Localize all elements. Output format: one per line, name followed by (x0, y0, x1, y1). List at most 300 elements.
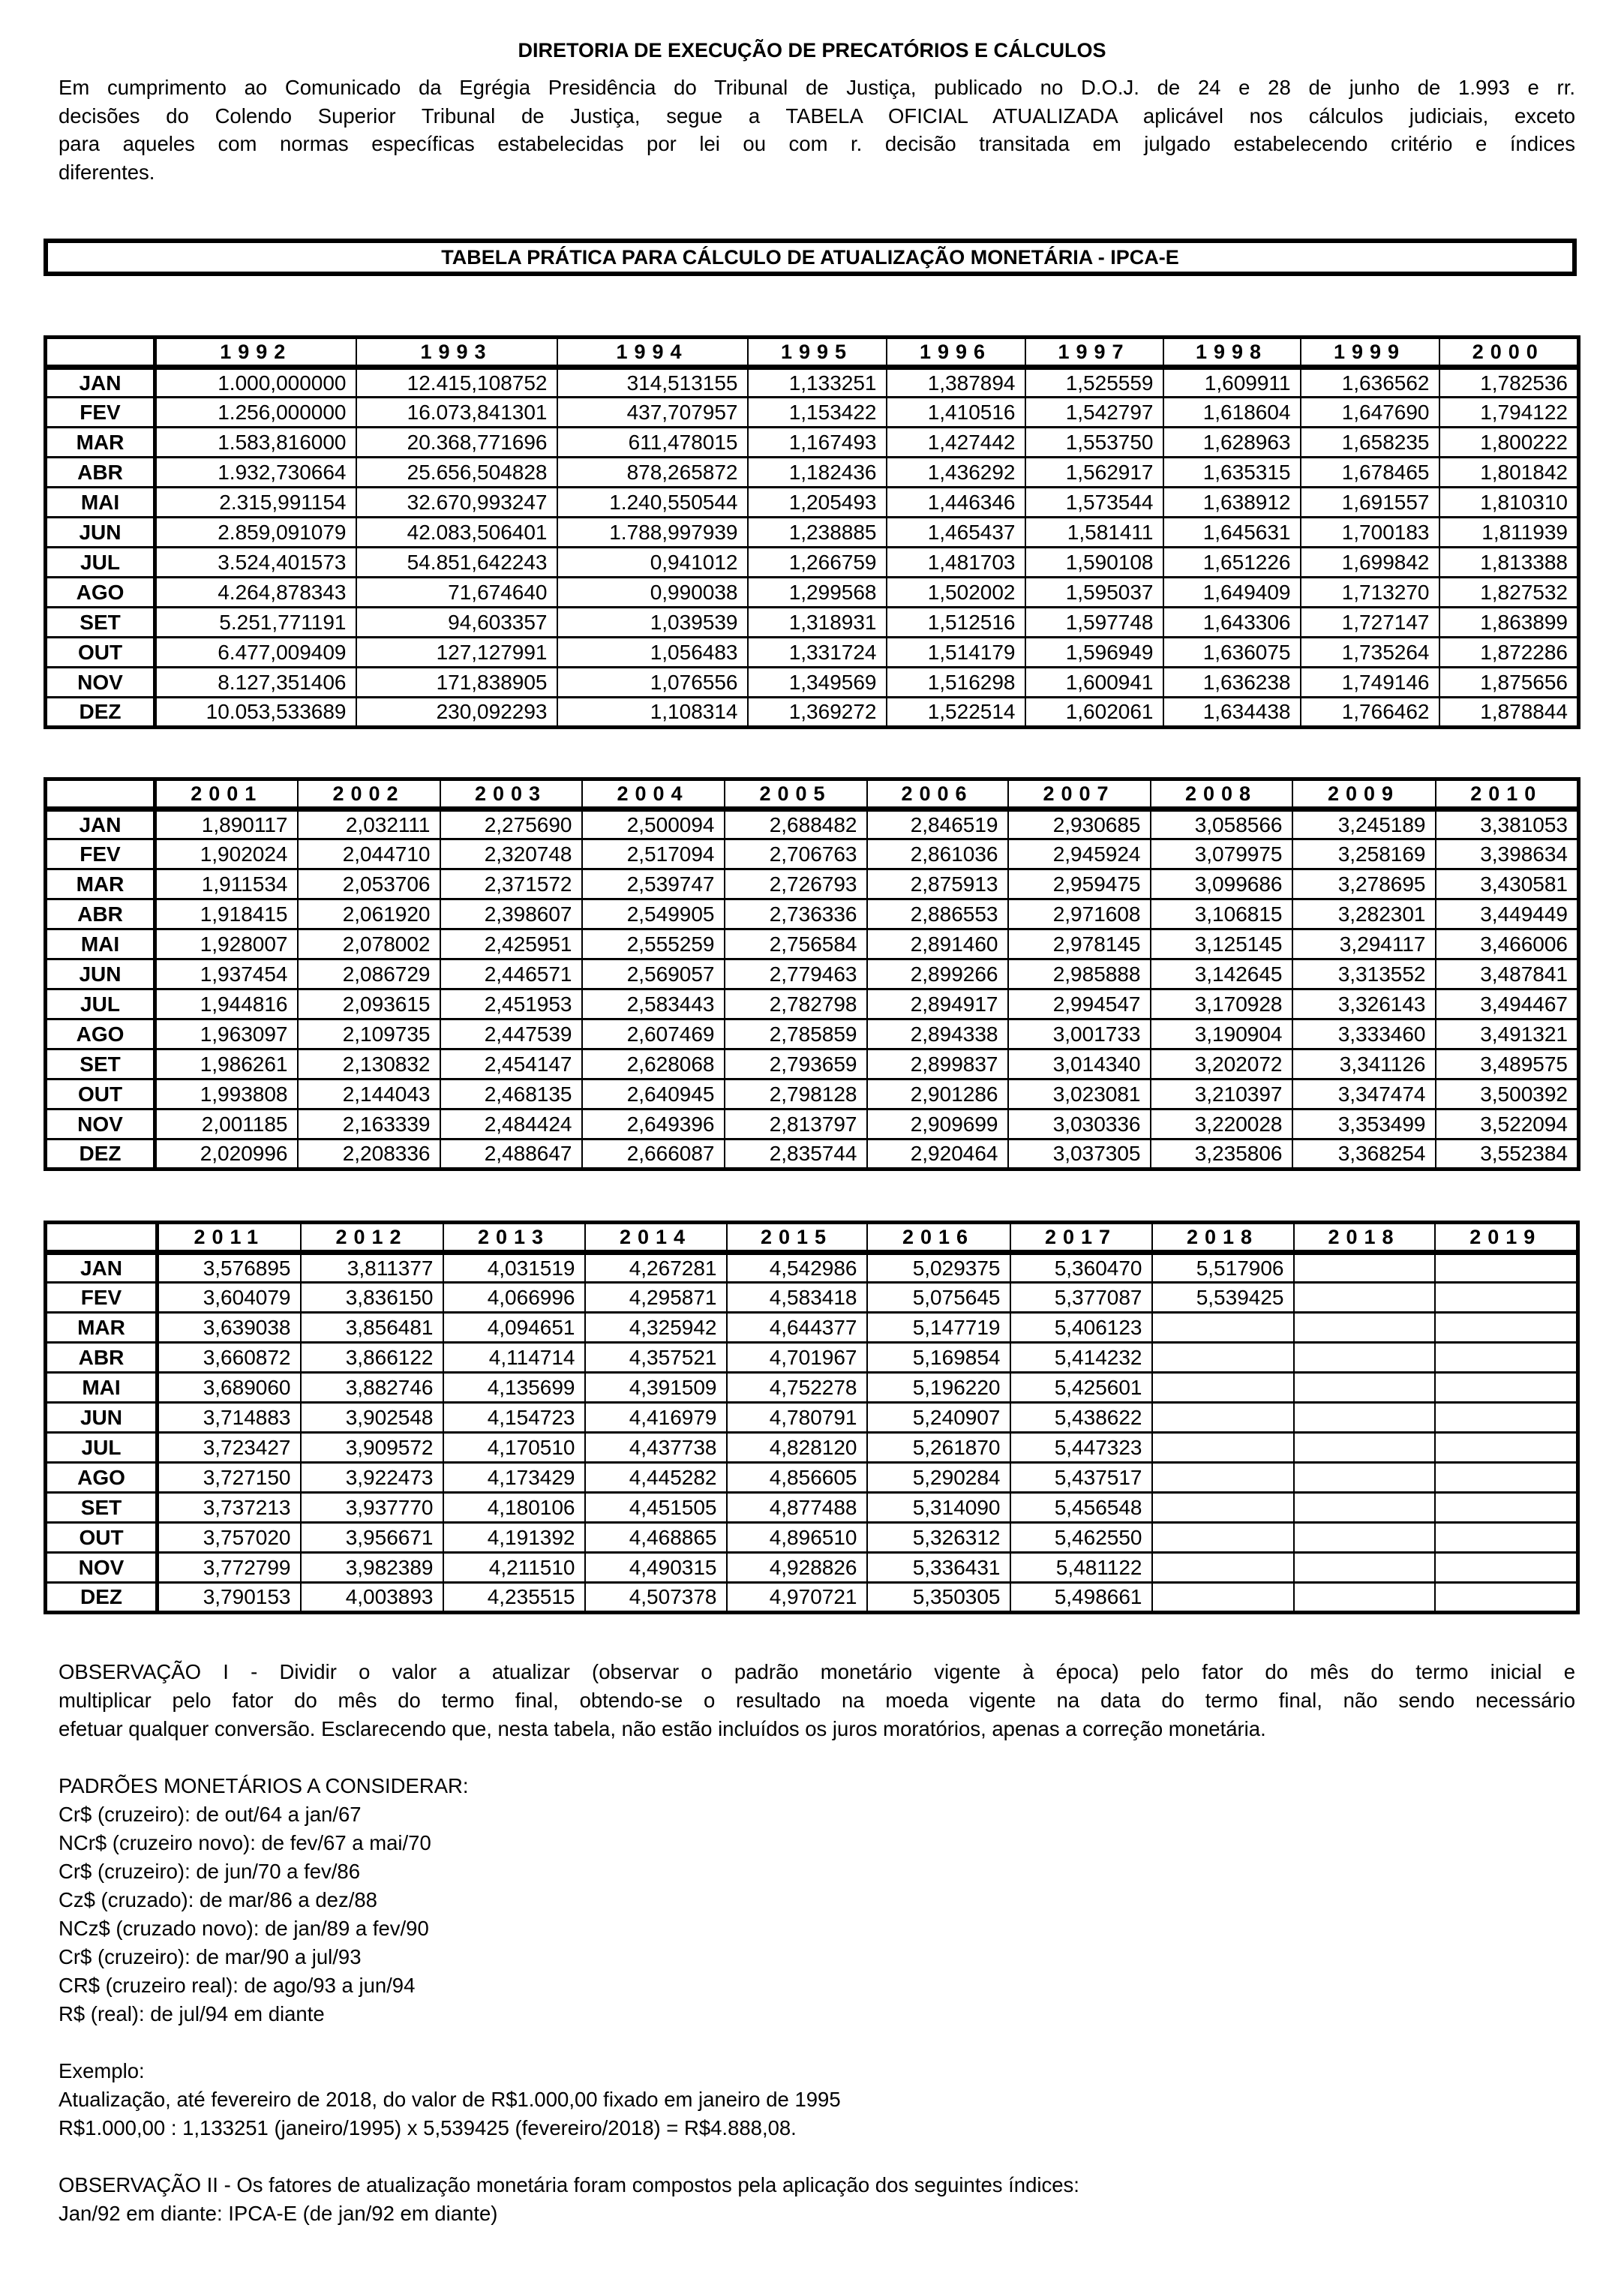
table-row (46, 548, 1579, 578)
year-header: 1993 (356, 338, 557, 368)
factor-cell: 4.264,878343 (155, 578, 356, 608)
factor-cell: 2,086729 (298, 959, 440, 989)
factor-cell: 5,290284 (867, 1463, 1010, 1493)
notes-section (59, 1658, 1575, 2228)
factor-cell: 3,326143 (1292, 989, 1436, 1019)
factor-cell: 4,094651 (443, 1313, 585, 1343)
factor-cell (1435, 1493, 1578, 1523)
factor-cell: 16.073,841301 (356, 398, 557, 428)
factor-cell: 3,737213 (158, 1493, 301, 1523)
factor-cell: 1,727147 (1301, 608, 1439, 638)
month-label: JUL (46, 548, 155, 578)
factor-cell (1435, 1373, 1578, 1403)
factor-cell: 2,813797 (725, 1109, 867, 1140)
factor-cell: 2,446571 (440, 959, 582, 989)
factor-cell: 1,944816 (155, 989, 298, 1019)
factor-cell: 3,341126 (1292, 1049, 1436, 1079)
factor-cell: 2,985888 (1008, 959, 1151, 989)
factor-cell: 4,135699 (443, 1373, 585, 1403)
factor-cell: 1,636238 (1163, 668, 1301, 698)
factor-cell: 1,963097 (155, 1019, 298, 1049)
factor-cell: 3,491321 (1436, 1019, 1579, 1049)
padrao-item: NCr$ (cruzeiro novo): de fev/67 a mai/70 (59, 1831, 431, 1854)
factor-cell: 5.251,771191 (155, 608, 356, 638)
factor-cell: 2,488647 (440, 1140, 582, 1170)
table-row (46, 869, 1579, 899)
year-header: 2017 (1010, 1223, 1152, 1253)
ipca-table-1992-2000 (44, 335, 1580, 729)
factor-cell: 1,902024 (155, 839, 298, 869)
factor-cell: 1,153422 (748, 398, 887, 428)
factor-cell: 1.240,550544 (557, 488, 748, 518)
factor-cell: 3,466006 (1436, 929, 1579, 959)
table-row (46, 989, 1579, 1019)
table-row (46, 1079, 1579, 1109)
year-header: 2018 (1294, 1223, 1435, 1253)
table-row (46, 1373, 1578, 1403)
factor-cell: 1,590108 (1025, 548, 1163, 578)
factor-cell: 5,425601 (1010, 1373, 1152, 1403)
factor-cell (1294, 1313, 1435, 1343)
factor-cell (1294, 1493, 1435, 1523)
factor-cell: 3,430581 (1436, 869, 1579, 899)
factor-cell: 1,446346 (887, 488, 1025, 518)
factor-cell: 2,785859 (725, 1019, 867, 1049)
factor-cell: 2,901286 (867, 1079, 1008, 1109)
factor-cell: 1,595037 (1025, 578, 1163, 608)
factor-cell: 3,902548 (301, 1403, 443, 1433)
month-label: SET (46, 608, 155, 638)
factor-cell: 2,078002 (298, 929, 440, 959)
factor-cell: 4,780791 (727, 1403, 867, 1433)
factor-cell: 2,793659 (725, 1049, 867, 1079)
corner-cell (46, 1223, 158, 1253)
month-label: SET (46, 1049, 155, 1079)
factor-cell: 42.083,506401 (356, 518, 557, 548)
factor-cell: 2,920464 (867, 1140, 1008, 1170)
factor-cell: 5,075645 (867, 1283, 1010, 1313)
factor-cell: 1,647690 (1301, 398, 1439, 428)
factor-cell: 3,494467 (1436, 989, 1579, 1019)
table-row (46, 1109, 1579, 1140)
factor-cell: 1,581411 (1025, 518, 1163, 548)
factor-cell (1435, 1583, 1578, 1613)
table-row (46, 458, 1579, 488)
factor-cell (1152, 1403, 1294, 1433)
year-header: 2004 (582, 779, 725, 809)
month-label: JUL (46, 989, 155, 1019)
factor-cell: 2,835744 (725, 1140, 867, 1170)
factor-cell: 1,562917 (1025, 458, 1163, 488)
factor-cell: 3,811377 (301, 1253, 443, 1283)
factor-cell: 2,583443 (582, 989, 725, 1019)
factor-cell: 2,640945 (582, 1079, 725, 1109)
factor-cell: 1,628963 (1163, 428, 1301, 458)
factor-cell: 4,856605 (727, 1463, 867, 1493)
table-row (46, 809, 1579, 839)
factor-cell: 2,044710 (298, 839, 440, 869)
factor-cell: 5,196220 (867, 1373, 1010, 1403)
factor-cell: 3,790153 (158, 1583, 301, 1613)
factor-cell: 2,275690 (440, 809, 582, 839)
factor-cell (1435, 1253, 1578, 1283)
factor-cell: 4,170510 (443, 1433, 585, 1463)
year-header: 2007 (1008, 779, 1151, 809)
factor-cell: 4,235515 (443, 1583, 585, 1613)
table-row (46, 428, 1579, 458)
factor-cell: 2,371572 (440, 869, 582, 899)
month-label: JUN (46, 959, 155, 989)
factor-cell (1435, 1313, 1578, 1343)
factor-cell: 2,163339 (298, 1109, 440, 1140)
factor-cell: 1,056483 (557, 638, 748, 668)
factor-cell: 2,945924 (1008, 839, 1151, 869)
factor-cell: 3,278695 (1292, 869, 1436, 899)
factor-cell: 2,978145 (1008, 929, 1151, 959)
year-header: 2014 (585, 1223, 727, 1253)
year-header: 2015 (727, 1223, 867, 1253)
factor-cell: 3,294117 (1292, 929, 1436, 959)
factor-cell: 4,877488 (727, 1493, 867, 1523)
year-header: 2012 (301, 1223, 443, 1253)
factor-cell: 2,093615 (298, 989, 440, 1019)
month-label: NOV (46, 1109, 155, 1140)
factor-cell: 2,899837 (867, 1049, 1008, 1079)
factor-cell: 4,468865 (585, 1523, 727, 1553)
table-row (46, 578, 1579, 608)
factor-cell: 1,618604 (1163, 398, 1301, 428)
factor-cell: 1,602061 (1025, 698, 1163, 728)
factor-cell: 1,635315 (1163, 458, 1301, 488)
factor-cell: 4,701967 (727, 1343, 867, 1373)
factor-cell: 314,513155 (557, 368, 748, 398)
table-row (46, 1433, 1578, 1463)
table-title-box (44, 239, 1577, 276)
factor-cell: 1,600941 (1025, 668, 1163, 698)
month-label: DEZ (46, 1140, 155, 1170)
factor-cell: 3,757020 (158, 1523, 301, 1553)
factor-cell (1294, 1343, 1435, 1373)
factor-cell (1152, 1433, 1294, 1463)
factor-cell: 1,516298 (887, 668, 1025, 698)
factor-cell (1294, 1523, 1435, 1553)
factor-cell: 3,353499 (1292, 1109, 1436, 1140)
factor-cell: 3,909572 (301, 1433, 443, 1463)
year-header: 2013 (443, 1223, 585, 1253)
factor-cell: 2.315,991154 (155, 488, 356, 518)
factor-cell: 4,191392 (443, 1523, 585, 1553)
factor-cell: 2,688482 (725, 809, 867, 839)
factor-cell: 4,828120 (727, 1433, 867, 1463)
factor-cell: 3,106815 (1151, 899, 1292, 929)
factor-cell: 3,982389 (301, 1553, 443, 1583)
factor-cell: 3,689060 (158, 1373, 301, 1403)
factor-cell: 3,398634 (1436, 839, 1579, 869)
obs1-line: multiplicar pelo fator do mês do termo final, obtendo-se o resultado na moeda vigente na data do termo final, não sendo necessário (59, 1689, 1575, 1712)
table-row (46, 1283, 1578, 1313)
factor-cell: 1,331724 (748, 638, 887, 668)
factor-cell: 4,391509 (585, 1373, 727, 1403)
factor-cell: 3,522094 (1436, 1109, 1579, 1140)
obs1-line: efetuar qualquer conversão. Esclarecendo que, nesta tabela, não estão incluídos os juros moratórios, apenas a correção monetária. (59, 1717, 1266, 1740)
month-label: NOV (46, 1553, 158, 1583)
factor-cell: 2,144043 (298, 1079, 440, 1109)
factor-cell (1435, 1283, 1578, 1313)
factor-cell: 2,484424 (440, 1109, 582, 1140)
month-label: DEZ (46, 698, 155, 728)
month-label: FEV (46, 1283, 158, 1313)
factor-cell: 2,468135 (440, 1079, 582, 1109)
factor-cell: 54.851,642243 (356, 548, 557, 578)
factor-cell: 127,127991 (356, 638, 557, 668)
factor-cell (1435, 1343, 1578, 1373)
factor-cell (1294, 1283, 1435, 1313)
factor-cell: 3,190904 (1151, 1019, 1292, 1049)
factor-cell: 1,649409 (1163, 578, 1301, 608)
factor-cell: 1,525559 (1025, 368, 1163, 398)
factor-cell: 1,609911 (1163, 368, 1301, 398)
month-label: DEZ (46, 1583, 158, 1613)
factor-cell: 1,387894 (887, 368, 1025, 398)
factor-cell: 2,208336 (298, 1140, 440, 1170)
month-label: ABR (46, 899, 155, 929)
factor-cell: 1,801842 (1439, 458, 1579, 488)
factor-cell: 1,542797 (1025, 398, 1163, 428)
table-row (46, 1463, 1578, 1493)
factor-cell: 4,180106 (443, 1493, 585, 1523)
factor-cell: 2,500094 (582, 809, 725, 839)
page-heading: DIRETORIA DE EXECUÇÃO DE PRECATÓRIOS E CÁLCULOS (518, 39, 1106, 62)
factor-cell: 3,856481 (301, 1313, 443, 1343)
year-header: 2019 (1435, 1223, 1578, 1253)
year-header: 2002 (298, 779, 440, 809)
factor-cell: 1,993808 (155, 1079, 298, 1109)
factor-cell: 3,723427 (158, 1433, 301, 1463)
factor-cell: 2,517094 (582, 839, 725, 869)
year-header: 2000 (1439, 338, 1579, 368)
year-header: 1997 (1025, 338, 1163, 368)
factor-cell: 1,794122 (1439, 398, 1579, 428)
factor-cell: 3,347474 (1292, 1079, 1436, 1109)
factor-cell: 3,014340 (1008, 1049, 1151, 1079)
padrao-item: Cr$ (cruzeiro): de out/64 a jan/67 (59, 1803, 362, 1826)
factor-cell: 5,456548 (1010, 1493, 1152, 1523)
factor-cell (1152, 1523, 1294, 1553)
factor-cell: 1,133251 (748, 368, 887, 398)
factor-cell: 94,603357 (356, 608, 557, 638)
factor-cell: 1,713270 (1301, 578, 1439, 608)
padrao-item: Cr$ (cruzeiro): de jun/70 a fev/86 (59, 1860, 360, 1883)
factor-cell: 5,147719 (867, 1313, 1010, 1343)
month-label: OUT (46, 1523, 158, 1553)
factor-cell: 3,552384 (1436, 1140, 1579, 1170)
factor-cell: 3,202072 (1151, 1049, 1292, 1079)
factor-cell: 4,295871 (585, 1283, 727, 1313)
table-row (46, 668, 1579, 698)
factor-cell: 3,258169 (1292, 839, 1436, 869)
factor-cell: 1,800222 (1439, 428, 1579, 458)
factor-cell: 1,573544 (1025, 488, 1163, 518)
year-header: 2010 (1436, 779, 1579, 809)
factor-cell: 5,336431 (867, 1553, 1010, 1583)
padrao-item: Cr$ (cruzeiro): de mar/90 a jul/93 (59, 1945, 362, 1968)
factor-cell: 5,447323 (1010, 1433, 1152, 1463)
factor-cell: 3,727150 (158, 1463, 301, 1493)
padrao-item: NCz$ (cruzado novo): de jan/89 a fev/90 (59, 1917, 429, 1940)
table-row (46, 929, 1579, 959)
obs2-title: OBSERVAÇÃO II - Os fatores de atualização monetária foram compostos pela aplicação dos seguintes índices: (59, 2173, 1079, 2196)
factor-cell: 2,320748 (440, 839, 582, 869)
factor-cell: 5,261870 (867, 1433, 1010, 1463)
factor-cell: 5,240907 (867, 1403, 1010, 1433)
factor-cell: 2,706763 (725, 839, 867, 869)
factor-cell: 2,569057 (582, 959, 725, 989)
month-label: JUN (46, 518, 155, 548)
factor-cell: 2,555259 (582, 929, 725, 959)
factor-cell: 2,891460 (867, 929, 1008, 959)
factor-cell (1152, 1583, 1294, 1613)
factor-cell: 1,735264 (1301, 638, 1439, 668)
factor-cell: 5,539425 (1152, 1283, 1294, 1313)
table-title: TABELA PRÁTICA PARA CÁLCULO DE ATUALIZAÇÃO MONETÁRIA - IPCA-E (441, 245, 1179, 269)
factor-cell: 1,636075 (1163, 638, 1301, 668)
factor-cell: 5,314090 (867, 1493, 1010, 1523)
factor-cell: 1,810310 (1439, 488, 1579, 518)
factor-cell: 3,125145 (1151, 929, 1292, 959)
factor-cell: 611,478015 (557, 428, 748, 458)
table-row (46, 1583, 1578, 1613)
factor-cell (1152, 1373, 1294, 1403)
factor-cell (1435, 1523, 1578, 1553)
factor-cell: 3,937770 (301, 1493, 443, 1523)
factor-cell: 4,267281 (585, 1253, 727, 1283)
factor-cell: 1,108314 (557, 698, 748, 728)
month-label: JUL (46, 1433, 158, 1463)
factor-cell: 3,714883 (158, 1403, 301, 1433)
factor-cell (1152, 1553, 1294, 1583)
year-header: 1995 (748, 338, 887, 368)
factor-cell: 1,766462 (1301, 698, 1439, 728)
example-line: R$1.000,00 : 1,133251 (janeiro/1995) x 5,539425 (fevereiro/2018) = R$4.888,08. (59, 2116, 797, 2139)
factor-cell: 2,736336 (725, 899, 867, 929)
factor-cell (1435, 1553, 1578, 1583)
factor-cell: 2,798128 (725, 1079, 867, 1109)
factor-cell: 3,956671 (301, 1523, 443, 1553)
factor-cell: 2,894338 (867, 1019, 1008, 1049)
factor-cell: 2,001185 (155, 1109, 298, 1140)
month-label: FEV (46, 398, 155, 428)
table-row (46, 1343, 1578, 1373)
factor-cell: 2,959475 (1008, 869, 1151, 899)
factor-cell: 1,918415 (155, 899, 298, 929)
factor-cell: 1,266759 (748, 548, 887, 578)
factor-cell: 1,427442 (887, 428, 1025, 458)
intro-paragraph (59, 74, 1575, 187)
month-label: ABR (46, 1343, 158, 1373)
factor-cell: 1,553750 (1025, 428, 1163, 458)
factor-cell: 1,039539 (557, 608, 748, 638)
month-label: NOV (46, 668, 155, 698)
factor-cell: 2,756584 (725, 929, 867, 959)
example-title: Exemplo: (59, 2059, 145, 2082)
factor-cell: 4,357521 (585, 1343, 727, 1373)
factor-cell: 2,779463 (725, 959, 867, 989)
factor-cell: 4,416979 (585, 1403, 727, 1433)
table-row (46, 368, 1579, 398)
intro-line: diferentes. (59, 161, 155, 185)
table-row (46, 1553, 1578, 1583)
factor-cell: 1,634438 (1163, 698, 1301, 728)
factor-cell: 1,928007 (155, 929, 298, 959)
obs2-line: Jan/92 em diante: IPCA-E (de jan/92 em diante) (59, 2202, 498, 2225)
month-label: MAI (46, 488, 155, 518)
factor-cell: 1,514179 (887, 638, 1025, 668)
table-row (46, 1493, 1578, 1523)
factor-cell: 4,114714 (443, 1343, 585, 1373)
factor-cell: 1,638912 (1163, 488, 1301, 518)
factor-cell: 5,326312 (867, 1523, 1010, 1553)
table-row (46, 608, 1579, 638)
month-label: OUT (46, 1079, 155, 1109)
ipca-table-2011-2019 (44, 1221, 1580, 1614)
factor-cell: 4,507378 (585, 1583, 727, 1613)
factor-cell: 5,462550 (1010, 1523, 1152, 1553)
factor-cell: 1,205493 (748, 488, 887, 518)
factor-cell: 5,498661 (1010, 1583, 1152, 1613)
factor-cell: 5,437517 (1010, 1463, 1152, 1493)
month-label: MAI (46, 1373, 158, 1403)
factor-cell: 1,076556 (557, 668, 748, 698)
factor-cell (1152, 1313, 1294, 1343)
month-label: JAN (46, 368, 155, 398)
padrao-item: R$ (real): de jul/94 em diante (59, 2002, 325, 2025)
year-header: 2003 (440, 779, 582, 809)
factor-cell: 1,636562 (1301, 368, 1439, 398)
factor-cell: 1,875656 (1439, 668, 1579, 698)
factor-cell: 1,481703 (887, 548, 1025, 578)
factor-cell: 3,882746 (301, 1373, 443, 1403)
factor-cell: 1.932,730664 (155, 458, 356, 488)
corner-cell (46, 779, 155, 809)
factor-cell: 3,023081 (1008, 1079, 1151, 1109)
table-row (46, 398, 1579, 428)
factor-cell: 71,674640 (356, 578, 557, 608)
factor-cell: 2,666087 (582, 1140, 725, 1170)
factor-cell: 4,154723 (443, 1403, 585, 1433)
factor-cell: 4,451505 (585, 1493, 727, 1523)
month-label: AGO (46, 1463, 158, 1493)
factor-cell: 1,813388 (1439, 548, 1579, 578)
factor-cell: 3,170928 (1151, 989, 1292, 1019)
factor-cell: 2,994547 (1008, 989, 1151, 1019)
factor-cell: 1,827532 (1439, 578, 1579, 608)
month-label: MAI (46, 929, 155, 959)
factor-cell: 3,099686 (1151, 869, 1292, 899)
factor-cell (1152, 1343, 1294, 1373)
year-header: 2016 (867, 1223, 1010, 1253)
month-label: OUT (46, 638, 155, 668)
factor-cell: 4,325942 (585, 1313, 727, 1343)
factor-cell: 3,489575 (1436, 1049, 1579, 1079)
table-row (46, 1523, 1578, 1553)
factor-cell: 1,436292 (887, 458, 1025, 488)
month-label: JAN (46, 809, 155, 839)
factor-cell: 1,349569 (748, 668, 887, 698)
factor-cell (1294, 1253, 1435, 1283)
year-header: 1994 (557, 338, 748, 368)
factor-cell: 2,539747 (582, 869, 725, 899)
month-label: MAR (46, 428, 155, 458)
